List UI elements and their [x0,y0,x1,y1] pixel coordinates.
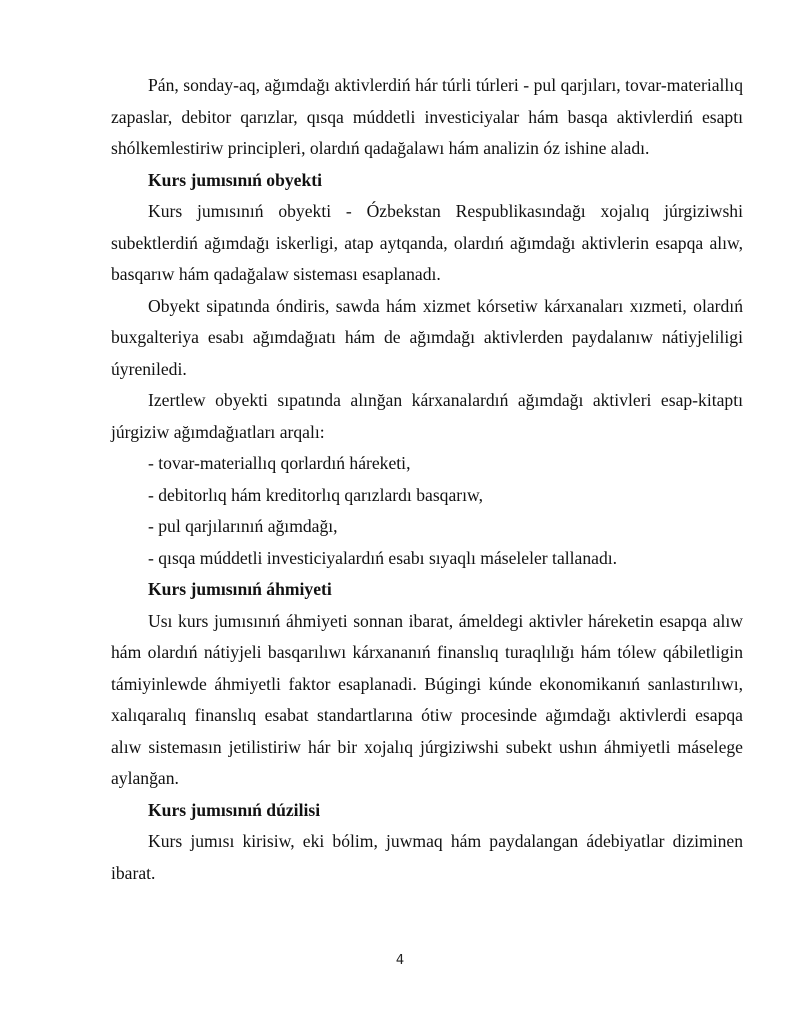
list-item: - tovar-materiallıq qorlardıń háreketi, [148,453,411,473]
list-item: - debitorlıq hám kreditorlıq qarızlardı basqarıw, [148,484,483,505]
paragraph-object: Kurs jumısınıń obyekti - Ózbekstan Respublikasındağı xojalıq júrgiziwshi subektlerdiń ağımdağı iskerligi, atap aytqanda, olardıń ağımdağı aktivlerin esapqa alıw, basqarıw hám qadağalaw sisteması esaplanadı. [111,201,743,284]
heading-importance: Kurs jumısınıń áhmiyeti [148,579,332,599]
list-item: - qısqa múddetli investiciyalardıń esabı sıyaqlı máseleler tallanadı. [148,547,618,568]
paragraph-research-object: Izertlew obyekti sıpatında alınğan kárxanalardıń ağımdağı aktivleri esap-kitaptı júrgiziw ağımdağıatları arqalı: [111,390,743,442]
paragraph-object-scope: Obyekt sipatında óndiris, sawda hám xizmet kórsetiw kárxanaları xızmeti, olardıń buxgalteriya esabı ağımdağıatı hám de ağımdağı aktivlerden paydalanıw nátiyjeliligi úyreniledi. [111,295,743,379]
paragraph-structure: Kurs jumısı kirisiw, eki bólim, juwmaq hám paydalangan ádebiyatlar diziminen ibarat. [111,831,743,883]
list-item: - pul qarjılarınıń ağımdağı, [148,516,338,536]
heading-structure: Kurs jumısınıń dúzilisi [148,799,321,820]
page-body [111,70,743,889]
paragraph-intro: Pán, sonday-aq, ağımdağı aktivlerdiń hár túrli túrleri - pul qarjıları, tovar-materiallıq zapaslar, debitor qarızlar, qısqa múddetli investiciyalar hám basqa aktivlerdiń esaptı shólkemlestiriw principleri, olardıń qadağalawı hám analizin óz ishine aladı. [111,75,743,158]
heading-object: Kurs jumısınıń obyekti [148,169,323,190]
paragraph-importance: Usı kurs jumısınıń áhmiyeti sonnan ibarat, ámeldegi aktivler háreketin esapqa alıw hám olardıń nátiyjeli basqarılıwı kárxananıń finanslıq turaqlılığı hám tólew qábiletligin támiyinlewde áhmiyetli faktor esaplanadi. Búgingi kúnde ekonomikanıń sanlastırılıwı, xalıqaralıq finanslıq esabat standartlarına ótiw procesinde ağımdağı aktivlerdi esapqa alıw sistemasın jetilistiriw hár bir xojalıq júrgiziwshi subekt ushın áhmiyetli máselege aylanğan. [111,610,743,788]
page-number: 4 [395,953,405,968]
